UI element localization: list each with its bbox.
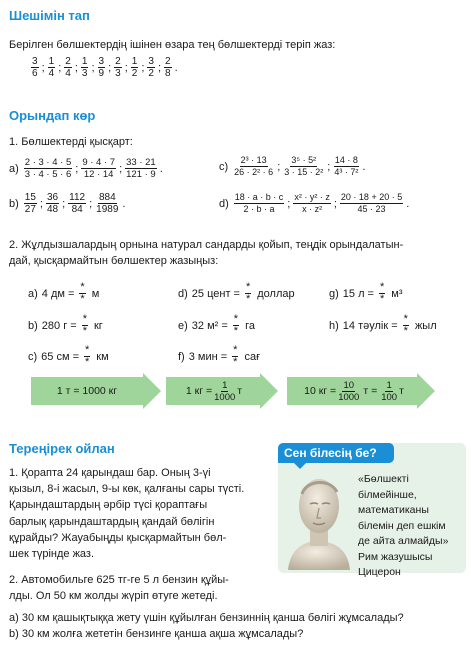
frac-den: 3 [81, 68, 88, 79]
item-label: d) [178, 287, 188, 300]
frac-den: 26 · 2² · 6 [234, 167, 274, 177]
star-fraction [82, 314, 88, 337]
item-label: f) [178, 350, 185, 363]
separator: ; [287, 197, 291, 210]
frac-num: 1 [386, 379, 392, 391]
frac-num: 2 [65, 56, 71, 67]
frac-num: 1 [48, 56, 55, 67]
item-unit: м³ [391, 287, 403, 300]
frac-num: * [80, 281, 85, 293]
frac-den: 6 [32, 68, 38, 79]
arrow-3-unit: т [399, 385, 404, 397]
text-line: шек түрінде жаз. [9, 548, 95, 561]
text-line: 2. Автомобильге 625 тг-ге 5 л бензин құйы- [9, 574, 229, 586]
fraction [81, 157, 116, 180]
frac-num: 3 [148, 56, 154, 67]
frac-den: 45 · 23 [357, 204, 386, 214]
star-fraction [233, 314, 239, 337]
item-unit: сағ [244, 350, 261, 363]
frac-num: 1 [131, 56, 138, 67]
q2-line2: дай, қысқармайтын бөлшектер жазыңыз: [9, 255, 219, 267]
frac-num: * [233, 344, 238, 356]
frac-num: 3 [32, 56, 38, 67]
fraction [81, 56, 89, 79]
cicero-quote [358, 472, 464, 581]
q2-line1: 2. Жұлдызшалардың орнына натурал сандарды қойып, теңдік орындалатын- [9, 239, 404, 251]
arrow-2-unit: т [237, 385, 243, 397]
item-lhs: 25 цент = [191, 287, 240, 300]
separator: ; [119, 162, 123, 175]
conversion-item [178, 282, 295, 305]
quote-line: Цицерон [358, 566, 401, 578]
fraction [24, 192, 37, 215]
fraction [68, 192, 86, 215]
frac-den: 1989 [96, 204, 119, 215]
q1-row-a [9, 157, 165, 180]
arrow-2-content [166, 373, 262, 409]
fraction [283, 155, 324, 178]
did-you-know-title: Сен білесің бе? [278, 443, 394, 463]
frac-den: 3 [115, 68, 121, 79]
conversion-item [28, 282, 99, 305]
fraction [333, 155, 359, 178]
frac-den: 27 [24, 204, 36, 215]
separator: ; [157, 61, 161, 74]
item-unit: кг [93, 319, 103, 332]
frac-den: x · z² [302, 204, 323, 214]
frac-den: * [379, 293, 385, 305]
problem-2-question-b: b) 30 км жолға жететін бензинге қанша ақша жұмсалады? [9, 628, 304, 640]
frac-num: * [82, 313, 87, 325]
frac-den: * [233, 356, 238, 368]
star-fraction [232, 345, 238, 368]
separator: ; [74, 61, 78, 74]
q1-text: 1. Бөлшектерді қысқарт: [9, 136, 133, 148]
item-lhs: 4 дм = [41, 287, 75, 300]
q1-row-d [219, 192, 411, 215]
item-label: c) [28, 350, 38, 363]
frac-den: 121 · 9 [126, 169, 156, 180]
frac-den: 4³ · 7² [334, 167, 359, 177]
arrow-1 [31, 373, 161, 409]
star-fraction [379, 282, 385, 305]
frac-num: 2 [165, 56, 171, 67]
conversion-item [178, 345, 260, 368]
frac-den: * [80, 293, 85, 305]
conversion-item [329, 314, 437, 337]
frac-num: 1 [81, 56, 88, 67]
fraction [114, 56, 122, 79]
text-line: қызыл, 8-і жасыл, 9-ы көк, қалғаны сары түсті. [9, 483, 245, 496]
item-lhs: 15 л = [342, 287, 374, 300]
end-period: . [174, 61, 178, 74]
problem-2 [9, 572, 271, 604]
quote-line: білмейінше, [358, 488, 417, 501]
frac-den: 4 [48, 68, 55, 79]
frac-num: * [233, 313, 239, 325]
frac-den: * [245, 293, 251, 305]
problem-1 [9, 465, 271, 562]
fraction [24, 157, 72, 180]
frac-den: 100 [381, 391, 398, 403]
frac-num: 9 · 4 · 7 [82, 157, 116, 168]
star-fraction [403, 314, 409, 337]
frac-num: 36 [46, 192, 59, 203]
frac-den: * [85, 356, 90, 368]
star-fraction [245, 282, 251, 305]
fraction [98, 56, 106, 79]
item-unit: км [96, 350, 109, 363]
fraction [147, 56, 155, 79]
fraction [64, 56, 72, 79]
frac-den: 2 [131, 68, 138, 79]
frac-num: * [245, 281, 251, 293]
frac-den: * [233, 325, 239, 337]
section-title-try-it: Орындап көр [9, 108, 96, 123]
item-label: а) [9, 162, 19, 175]
fraction [293, 192, 331, 215]
q1-row-b [9, 192, 127, 215]
section-title-think-deeper: Тереңірек ойлан [9, 441, 115, 456]
frac-num: * [403, 313, 408, 325]
quote-line: де айта алмайды» [358, 535, 449, 547]
item-unit: жыл [414, 319, 437, 332]
separator: ; [41, 61, 45, 74]
item-label: h) [329, 319, 339, 332]
arrow-3-fraction-2 [380, 380, 398, 403]
arrow-2-fraction [213, 380, 236, 403]
item-label: g) [329, 287, 339, 300]
text-line: Қарындаштардың әрбір түсі қораптағы [9, 499, 208, 512]
arrow-1-text: 1 т = 1000 кг [56, 385, 118, 397]
text-line: 1. Қорапта 24 қарындаш бар. Оның 3-үі [9, 467, 211, 479]
frac-num: * [379, 281, 385, 293]
star-fraction [79, 282, 85, 305]
item-lhs: 32 м² = [191, 319, 228, 332]
problem-2-question-a: а) 30 км қашықтыққа жету үшін құйылған бензиннің қанша бөлігі жұмсалады? [9, 612, 404, 624]
fraction [31, 56, 39, 79]
frac-den: 4 [65, 68, 71, 79]
fraction [131, 56, 139, 79]
fraction [125, 157, 157, 180]
quote-line: «Бөлшекті [358, 473, 409, 485]
item-label: d) [219, 197, 229, 210]
separator: . [362, 160, 366, 173]
arrow-3-mid: т = [363, 385, 378, 397]
quote-line: білемін деп ешкім [358, 519, 446, 532]
fraction [95, 192, 119, 215]
s1-fraction-list [30, 56, 180, 79]
frac-den: 2 · b · a [243, 204, 275, 214]
cicero-bust-image [284, 470, 352, 570]
separator: ; [277, 160, 281, 173]
frac-den: 12 · 14 [83, 169, 114, 180]
separator: ; [108, 61, 112, 74]
frac-den: 1000 [214, 391, 236, 403]
item-unit: м [91, 287, 100, 300]
frac-num: 15 [24, 192, 36, 203]
separator: ; [327, 160, 331, 173]
separator: ; [58, 61, 62, 74]
separator: ; [39, 197, 43, 210]
item-label: b) [9, 197, 19, 210]
frac-num: 33 · 21 [126, 157, 156, 168]
separator: ; [141, 61, 145, 74]
separator: ; [89, 197, 93, 210]
frac-num: 20 · 18 + 20 · 5 [340, 192, 403, 202]
s1-instruction: Берілген бөлшектердің ішінен өзара тең бөлшектерді теріп жаз: [9, 39, 336, 51]
fraction [48, 56, 56, 79]
item-label: b) [28, 319, 38, 332]
separator: ; [91, 61, 95, 74]
conversion-item [28, 345, 109, 368]
frac-den: * [82, 325, 87, 337]
text-line: барлық қарындаштардың қандай бөлігін [9, 515, 215, 528]
frac-num: 18 · a · b · c [234, 192, 284, 202]
quote-line: Рим жазушысы [358, 550, 433, 563]
item-label: e) [178, 319, 188, 332]
frac-den: 48 [46, 204, 59, 215]
item-lhs: 3 мин = [188, 350, 228, 363]
q1-row-c [219, 155, 367, 178]
frac-num: 14 · 8 [334, 155, 358, 165]
section-title-find-solution: Шешімін тап [9, 8, 90, 23]
frac-num: 10 [343, 379, 355, 391]
arrow-3-fraction-1 [337, 380, 360, 403]
separator: . [159, 162, 163, 175]
separator: . [406, 197, 410, 210]
separator: ; [75, 162, 79, 175]
frac-den: 3 · 4 · 5 · 6 [24, 169, 72, 180]
arrow-2 [166, 373, 278, 409]
frac-num: 3⁵ · 5² [291, 155, 317, 165]
frac-num: 1 [222, 379, 228, 391]
frac-den: 8 [165, 68, 171, 79]
item-label: c) [219, 160, 229, 173]
item-unit: га [245, 319, 255, 332]
quote-line: математиканы [358, 504, 429, 516]
frac-num: 112 [69, 192, 86, 203]
fraction [340, 192, 403, 215]
frac-den: 1000 [338, 391, 360, 403]
arrow-3 [287, 373, 435, 409]
frac-den: 3 · 15 · 2² [284, 167, 324, 177]
item-lhs: 280 г = [41, 319, 77, 332]
frac-num: 2³ · 13 [240, 155, 267, 165]
conversion-item [28, 314, 103, 337]
conversion-item [178, 314, 255, 337]
text-line: лды. Ол 50 км жолды жүріп өтуге жетеді. [9, 590, 218, 603]
star-fraction [84, 345, 90, 368]
fraction [233, 155, 274, 178]
arrow-3-content [287, 373, 421, 409]
separator: ; [124, 61, 128, 74]
fraction [164, 56, 172, 79]
frac-num: 884 [98, 192, 116, 203]
frac-den: 84 [71, 204, 83, 215]
text-line: құрайды? Жауабыңды қысқармайтын бөл- [9, 531, 227, 544]
item-lhs: 65 см = [41, 350, 80, 363]
frac-num: 2 [115, 56, 121, 67]
separator: ; [333, 197, 337, 210]
frac-num: x² · y² · z [294, 192, 330, 202]
item-lhs: 14 тәулік = [342, 319, 398, 332]
item-label: a) [28, 287, 38, 300]
arrow-3-lhs: 10 кг = [304, 385, 337, 397]
separator: ; [62, 197, 66, 210]
fraction [46, 192, 59, 215]
conversion-item [329, 282, 403, 305]
fraction [234, 192, 285, 215]
frac-num: 2 · 3 · 4 · 5 [24, 157, 72, 168]
frac-den: 9 [98, 68, 105, 79]
frac-num: * [85, 344, 90, 356]
frac-num: 3 [98, 56, 105, 67]
frac-den: * [403, 325, 408, 337]
separator: . [122, 197, 126, 210]
arrow-2-lhs: 1 кг = [185, 385, 213, 397]
item-unit: доллар [257, 287, 295, 300]
frac-den: 2 [148, 68, 154, 79]
